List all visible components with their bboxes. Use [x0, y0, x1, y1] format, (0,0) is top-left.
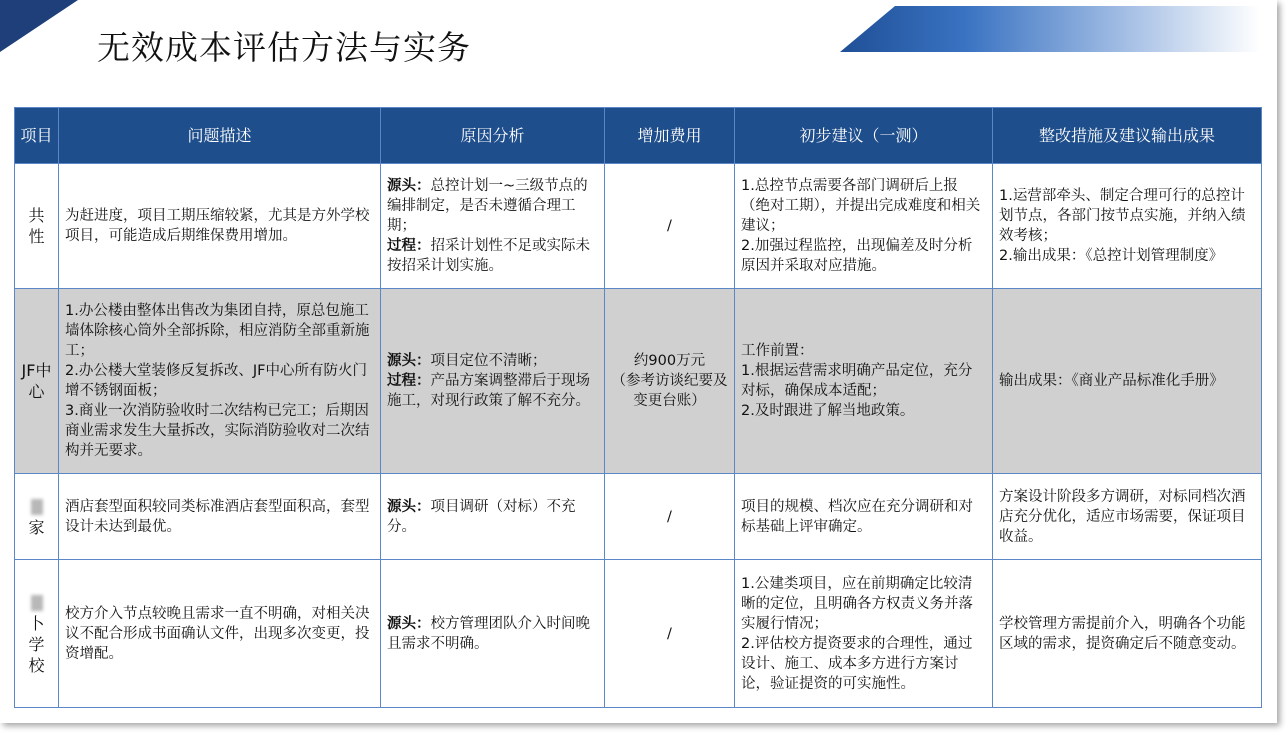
row-cause: [381, 560, 605, 708]
row-suggestion: [735, 164, 993, 289]
table-row: [15, 560, 1262, 708]
row-item: 共性: [15, 164, 59, 289]
measures-text: 1.运营部牵头、制定合理可行的总控计划节点，各部门按节点实施，并纳入绩效考核； 2.输出成果：《总控计划管理制度》: [999, 188, 1246, 264]
row-measures: 学校管理方需提前介入，明确各个功能区域的需求，提资确定后不随意变动。: [993, 560, 1262, 708]
header-problem: 问题描述: [59, 108, 381, 164]
table-row: [15, 289, 1262, 474]
cost-text: 约900万元 （参考访谈纪要及变更台账）: [611, 353, 728, 409]
redacted-mark: [31, 595, 43, 611]
cause-source-text: 项目定位不清晰；: [430, 353, 547, 369]
header-suggestion: 初步建议（一测）: [735, 108, 993, 164]
cause-source-label: 源头：: [387, 178, 431, 194]
suggestion-text: 工作前置： 1.根据运营需求明确产品定位，充分对标，确保成本适配； 2.及时跟进了解当地政策。: [741, 343, 973, 419]
row-suggestion: [735, 289, 993, 474]
header-cause: 原因分析: [381, 108, 605, 164]
cause-source-label: 源头：: [387, 615, 431, 632]
cause-source-label: 源头：: [387, 498, 431, 515]
row-cause: [381, 474, 605, 560]
corner-decoration: [0, 0, 78, 52]
row-item-text: 卜学校: [28, 613, 45, 675]
header-measures: 整改措施及建议输出成果: [993, 108, 1262, 164]
cause-process-text: 招采计划性不足或实际未按招采计划实施。: [387, 238, 590, 274]
row-problem: 酒店套型面积较同类标准酒店套型面积高，套型设计未达到最优。: [59, 474, 381, 560]
cause-process-text: 产品方案调整滞后于现场施工，对现行政策了解不充分。: [387, 373, 590, 409]
redacted-mark: [31, 499, 43, 515]
table-row: [15, 474, 1262, 560]
suggestion-text: 1.公建类项目，应在前期确定比较清晰的定位，且明确各方权责义务并落实履行情况； 2.评估校方提资要求的合理性，通过设计、施工、成本多方进行方案讨论，验证提资的可实施性。: [741, 575, 973, 692]
row-cost: [605, 289, 735, 474]
row-item: JF中心: [15, 289, 59, 474]
cause-process-label: 过程：: [387, 373, 431, 389]
row-measures: 输出成果：《商业产品标准化手册》: [993, 289, 1262, 474]
row-suggestion: 项目的规模、档次应在充分调研和对标基础上评审确定。: [735, 474, 993, 560]
cause-source-text: 总控计划一~三级节点的编排制定，是否未遵循合理工期；: [387, 178, 588, 234]
cost-evaluation-table: [14, 107, 1262, 708]
row-problem: 为赶进度，项目工期压缩较紧，尤其是方外学校项目，可能造成后期维保费用增加。: [59, 164, 381, 289]
table-row: [15, 164, 1262, 289]
suggestion-text: 1.总控节点需要各部门调研后上报（绝对工期），并提出完成难度和相关建议； 2.加强过程监控，出现偏差及时分析原因并采取对应措施。: [741, 178, 981, 274]
row-cause: [381, 289, 605, 474]
cause-source-label: 源头：: [387, 353, 431, 369]
row-cost: /: [605, 164, 735, 289]
row-item: [15, 560, 59, 708]
page-title: 无效成本评估方法与实务: [97, 28, 471, 67]
row-cost: /: [605, 560, 735, 708]
row-item-text: 家: [28, 517, 45, 537]
row-problem: [59, 289, 381, 474]
row-problem: 校方介入节点较晚且需求一直不明确，对相关决议不配合形成书面确认文件，出现多次变更，投资增配。: [59, 560, 381, 708]
row-cause: [381, 164, 605, 289]
row-suggestion: [735, 560, 993, 708]
header-cost: 增加费用: [605, 108, 735, 164]
row-cost: /: [605, 474, 735, 560]
cause-process-label: 过程：: [387, 238, 431, 254]
header-stripe-decoration: [840, 6, 1260, 52]
row-measures: [993, 164, 1262, 289]
header-item: 项目: [15, 108, 59, 164]
problem-text: 1.办公楼由整体出售改为集团自持，原总包施工墙体除核心筒外全部拆除，相应消防全部重新施工； 2.办公楼大堂装修反复拆改、JF中心所有防火门增不锈钢面板； 3.商业一次消防验收时二次结构已完工；后期因商业需求发生大量拆改，实际消防验收对二次结构并无要求。: [65, 303, 370, 459]
row-measures: 方案设计阶段多方调研，对标同档次酒店充分优化，适应市场需要，保证项目收益。: [993, 474, 1262, 560]
cause-source-text: 校方管理团队介入时间晚且需求不明确。: [387, 615, 590, 652]
row-item: [15, 474, 59, 560]
table-header-row: [15, 108, 1262, 164]
cause-source-text: 项目调研（对标）不充分。: [387, 498, 576, 535]
